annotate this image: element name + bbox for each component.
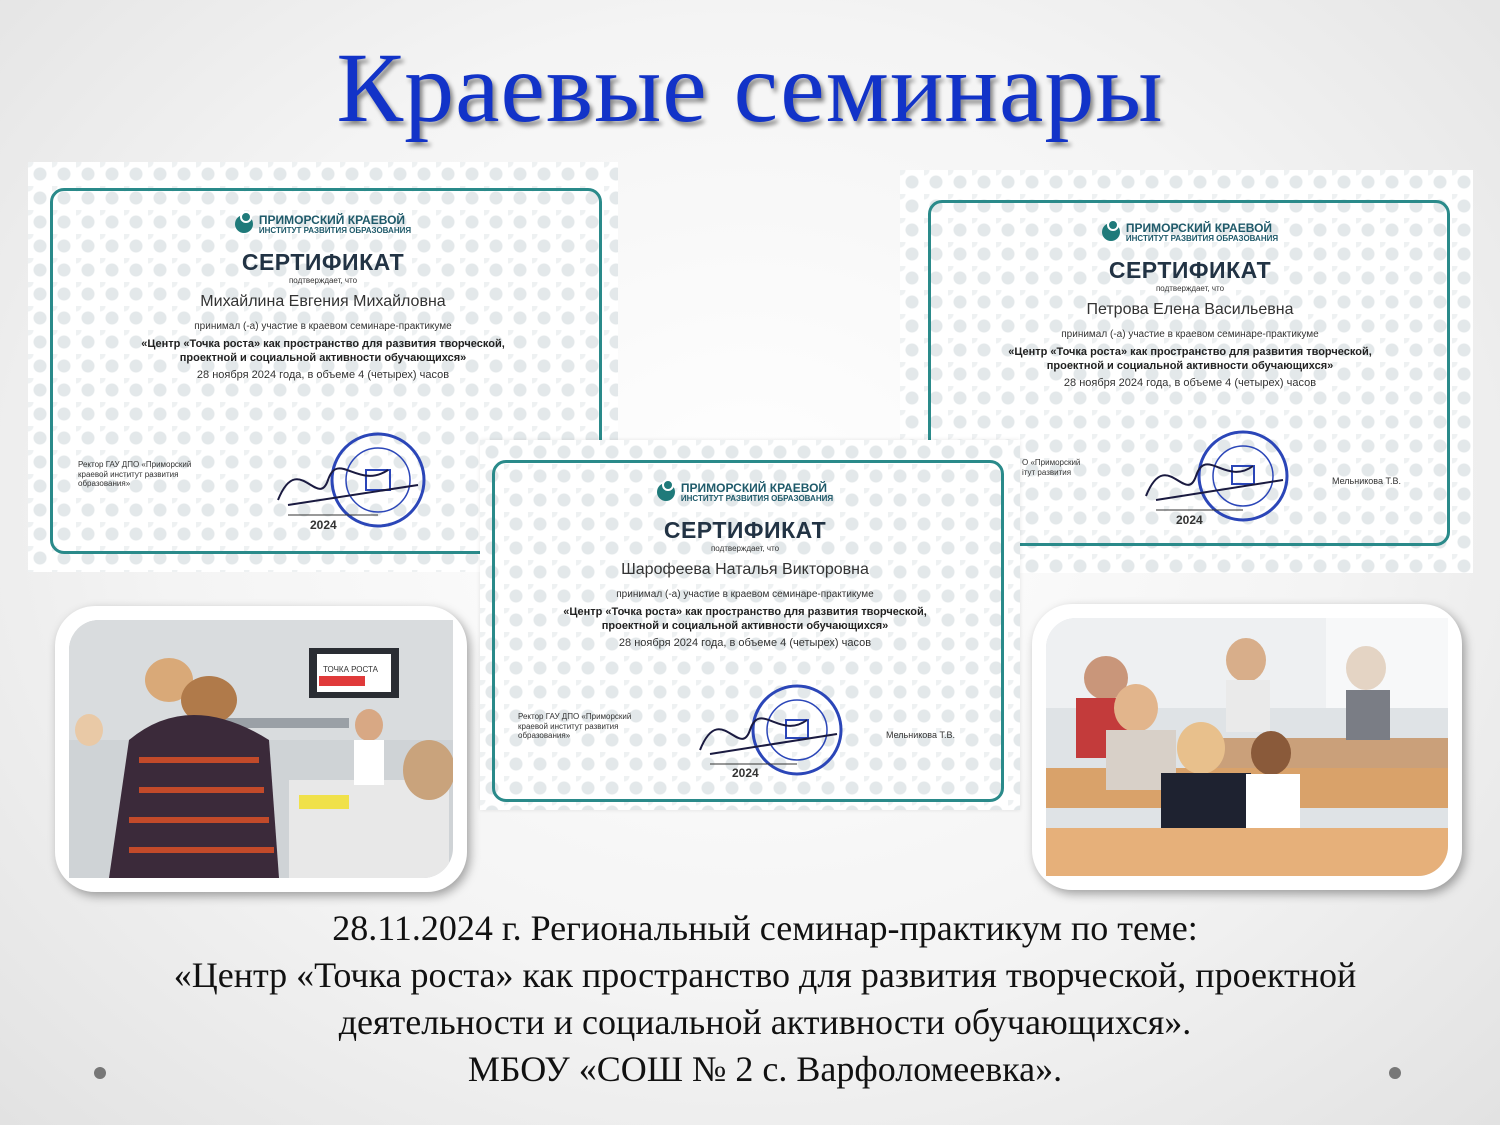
signer-title: Ректор ГАУ ДПО «Приморский краевой институт развития образования» — [518, 712, 632, 741]
institute-logo-icon — [1102, 223, 1120, 241]
certificate-sharofeeva — [480, 440, 1020, 810]
seminar-topic: «Центр «Точка роста» как пространство для развития творческой, проектной и социальной активности обучающихся» — [141, 337, 505, 364]
classroom-photo-image — [69, 620, 453, 878]
caption-line-topic: «Центр «Точка роста» как пространство для развития творческой, проектной — [173, 955, 1357, 995]
caption-line-date: 28.11.2024 г. Региональный семинар-практикум по теме: — [332, 908, 1198, 948]
seminar-date: 28 ноября 2024 года, в объеме 4 (четырех) часов — [618, 637, 872, 650]
seminar-date: 28 ноября 2024 года, в объеме 4 (четырех) часов — [196, 369, 450, 382]
slide-caption — [60, 905, 1470, 1093]
institute-logo: ПРИМОРСКИЙ КРАЕВОЙ ИНСТИТУТ РАЗВИТИЯ ОБРАЗОВАНИЯ — [68, 214, 578, 235]
slide-title: Краевые семинары — [336, 32, 1164, 143]
recipient-name: Шарофеева Наталья Викторовна — [621, 560, 869, 578]
certificate-heading: СЕРТИФИКАТ — [241, 248, 405, 275]
signer-title: Ректор ГАУ ДПО «Приморский краевой институт развития образования» — [78, 460, 192, 489]
institute-logo: ПРИМОРСКИЙ КРАЕВОЙ ИНСТИТУТ РАЗВИТИЯ ОБРАЗОВАНИЯ — [950, 222, 1430, 243]
certificate-heading: СЕРТИФИКАТ — [1108, 256, 1272, 283]
institute-logo-icon — [657, 483, 675, 501]
certificate-confirms: подтверждает, что — [288, 275, 358, 285]
signature-and-stamp — [268, 430, 438, 540]
participation-text: принимал (-а) участие в краевом семинаре-практикуме — [1061, 328, 1319, 340]
decorative-dot-left — [94, 1067, 106, 1079]
photo-seminar-presentation — [55, 606, 467, 892]
signer-name: Мельникова Т.В. — [1332, 476, 1401, 486]
institute-logo-icon — [235, 215, 253, 233]
certificate-heading: СЕРТИФИКАТ — [663, 516, 827, 543]
seminar-topic: «Центр «Точка роста» как пространство для развития творческой, проектной и социальной активности обучающихся» — [1008, 345, 1372, 372]
caption-line-topic-end: деятельности и социальной активности обучающихся». — [338, 1002, 1192, 1042]
signer-title: О «Приморский ітут развития — [1022, 458, 1081, 477]
certificate-confirms: подтверждает, что — [710, 543, 780, 553]
decorative-dot-right — [1389, 1067, 1401, 1079]
photo-seminar-audience — [1032, 604, 1462, 890]
participation-text: принимал (-а) участие в краевом семинаре-практикуме — [616, 588, 874, 600]
audience-photo-image — [1046, 618, 1448, 876]
seminar-topic: «Центр «Точка роста» как пространство для развития творческой, проектной и социальной активности обучающихся» — [563, 605, 927, 632]
recipient-name: Петрова Елена Васильевна — [1086, 300, 1294, 318]
screen-text: ТОЧКА РОСТА — [323, 665, 378, 674]
certificate-confirms: подтверждает, что — [1155, 283, 1225, 293]
caption-line-school: МБОУ «СОШ № 2 с. Варфоломеевка». — [467, 1049, 1063, 1089]
recipient-name: Михайлина Евгения Михайловна — [200, 292, 446, 310]
participation-text: принимал (-а) участие в краевом семинаре-практикуме — [194, 320, 452, 332]
certificate-year: 2024 — [1176, 513, 1203, 527]
institute-logo: ПРИМОРСКИЙ КРАЕВОЙ ИНСТИТУТ РАЗВИТИЯ ОБРАЗОВАНИЯ — [510, 482, 980, 503]
signature-and-stamp — [1138, 428, 1298, 533]
certificate-year: 2024 — [732, 766, 759, 780]
seminar-date: 28 ноября 2024 года, в объеме 4 (четырех) часов — [1063, 377, 1317, 390]
signature-and-stamp — [692, 680, 852, 785]
signer-name: Мельникова Т.В. — [886, 730, 955, 740]
certificate-year: 2024 — [310, 518, 337, 532]
